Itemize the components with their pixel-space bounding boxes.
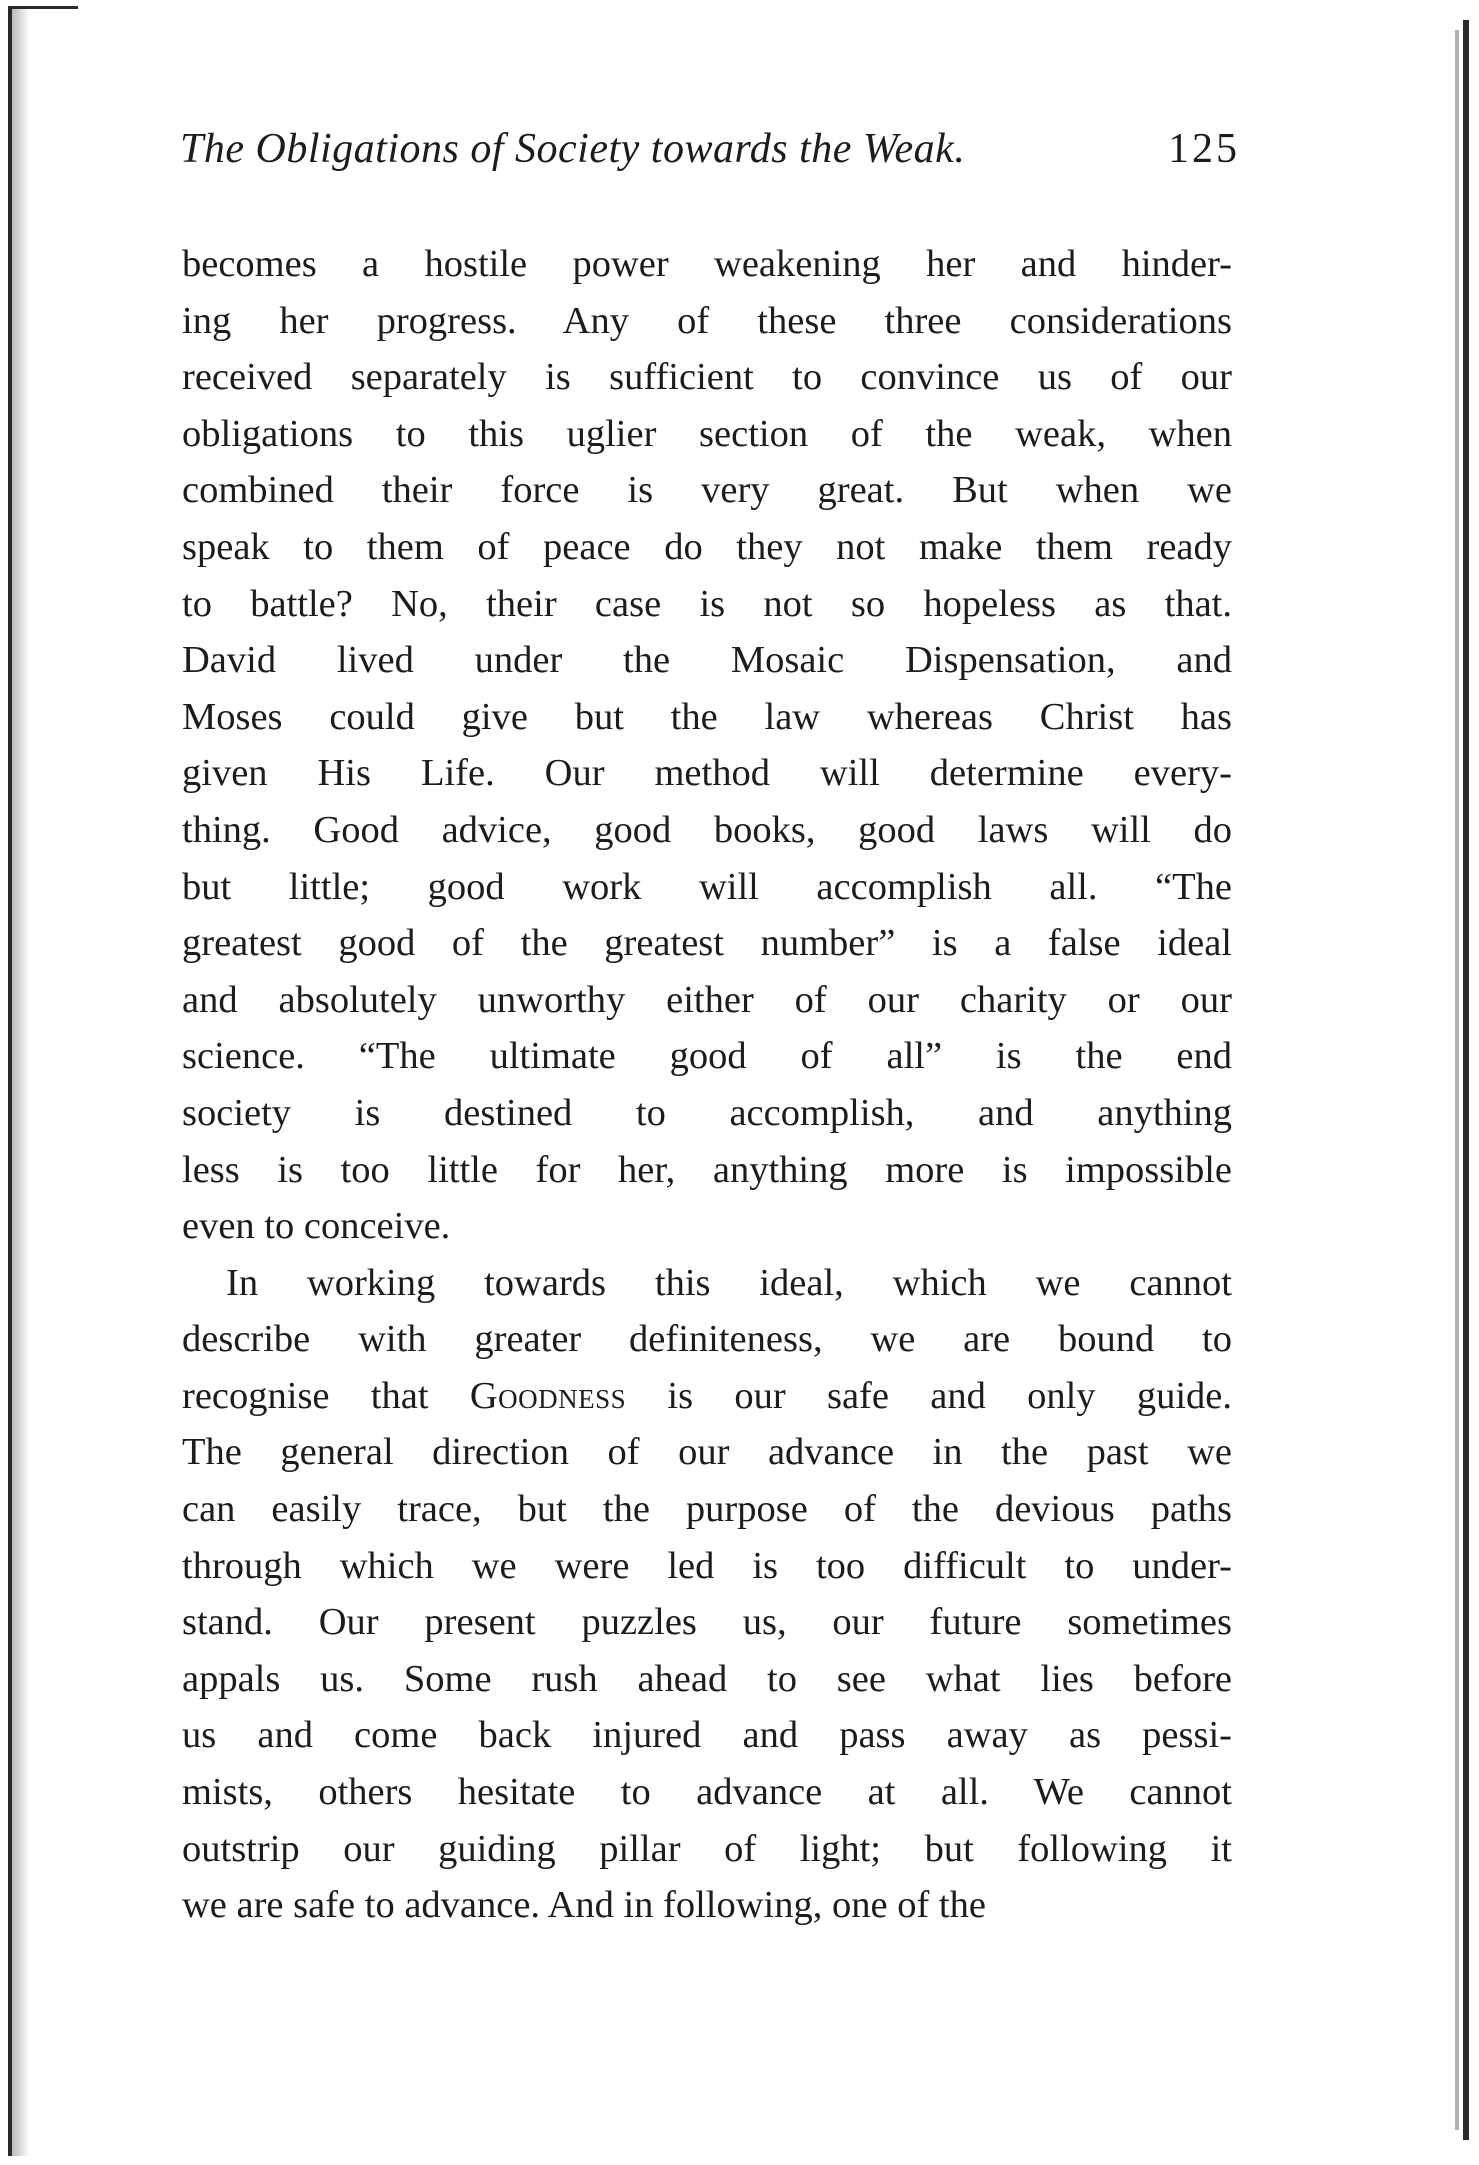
text-line: ing her progress. Any of these three considerations [182,299,1232,342]
text-line: given His Life. Our method will determine every- [182,752,1232,795]
text-line: obligations to this uglier section of the weak, when [182,412,1232,455]
text-line: becomes a hostile power weakening her and hinder- [182,243,1232,285]
text-line: less is too little for her, anything more is impossible [182,1148,1232,1191]
text-line: and absolutely unworthy either of our charity or our [182,978,1232,1021]
text-line: mists, others hesitate to advance at all. We cannot [182,1771,1232,1814]
text-segment: is our safe and only guide. [626,1374,1232,1417]
text-line: describe with greater definiteness, we are bound to [182,1318,1232,1361]
paragraph-first-line: In working towards this ideal, which we cannot [226,1261,1232,1304]
scan-binding-edge-top [8,6,78,9]
text-line: us and come back injured and pass away as pessi- [182,1714,1232,1757]
scan-binding-edge [8,6,30,2156]
running-head [180,125,1240,185]
text-line: but little; good work will accomplish all. “The [182,865,1232,908]
text-line: we are safe to advance. And in following, one of the [182,1884,986,1927]
text-line: to battle? No, their case is not so hopeless as that. [182,582,1232,625]
scan-page-edge-right [1463,20,1469,2140]
scan-page-shadow-right [1455,30,1459,2130]
text-line: science. “The ultimate good of all” is the end [182,1035,1232,1078]
small-caps-word: Goodness [469,1374,627,1417]
text-line: can easily trace, but the purpose of the devious paths [182,1488,1232,1531]
text-line: Moses could give but the law whereas Christ has [182,695,1232,738]
text-line: combined their force is very great. But when we [182,469,1232,512]
text-line-goodness [182,1368,1232,1425]
page-number: 125 [1168,126,1240,172]
text-segment: recognise that [182,1374,470,1417]
text-line: The general direction of our advance in the past we [182,1431,1232,1474]
text-line: outstrip our guiding pillar of light; but following it [182,1827,1232,1870]
text-line: appals us. Some rush ahead to see what lies before [182,1657,1232,1700]
text-line: through which we were led is too difficult to under- [182,1544,1232,1587]
text-line: speak to them of peace do they not make them ready [182,525,1232,568]
text-line: David lived under the Mosaic Dispensation, and [182,639,1232,682]
text-line: thing. Good advice, good books, good laws will do [182,808,1232,851]
paragraph-end-line: even to conceive. [182,1205,451,1248]
running-title: The Obligations of Society towards the Weak. [180,126,966,172]
text-line: stand. Our present puzzles us, our future sometimes [182,1601,1232,1644]
text-line: society is destined to accomplish, and anything [182,1091,1232,1134]
body-text [182,236,1232,1934]
text-line: received separately is sufficient to convince us of our [182,356,1232,399]
text-line: greatest good of the greatest number” is a false ideal [182,922,1232,965]
